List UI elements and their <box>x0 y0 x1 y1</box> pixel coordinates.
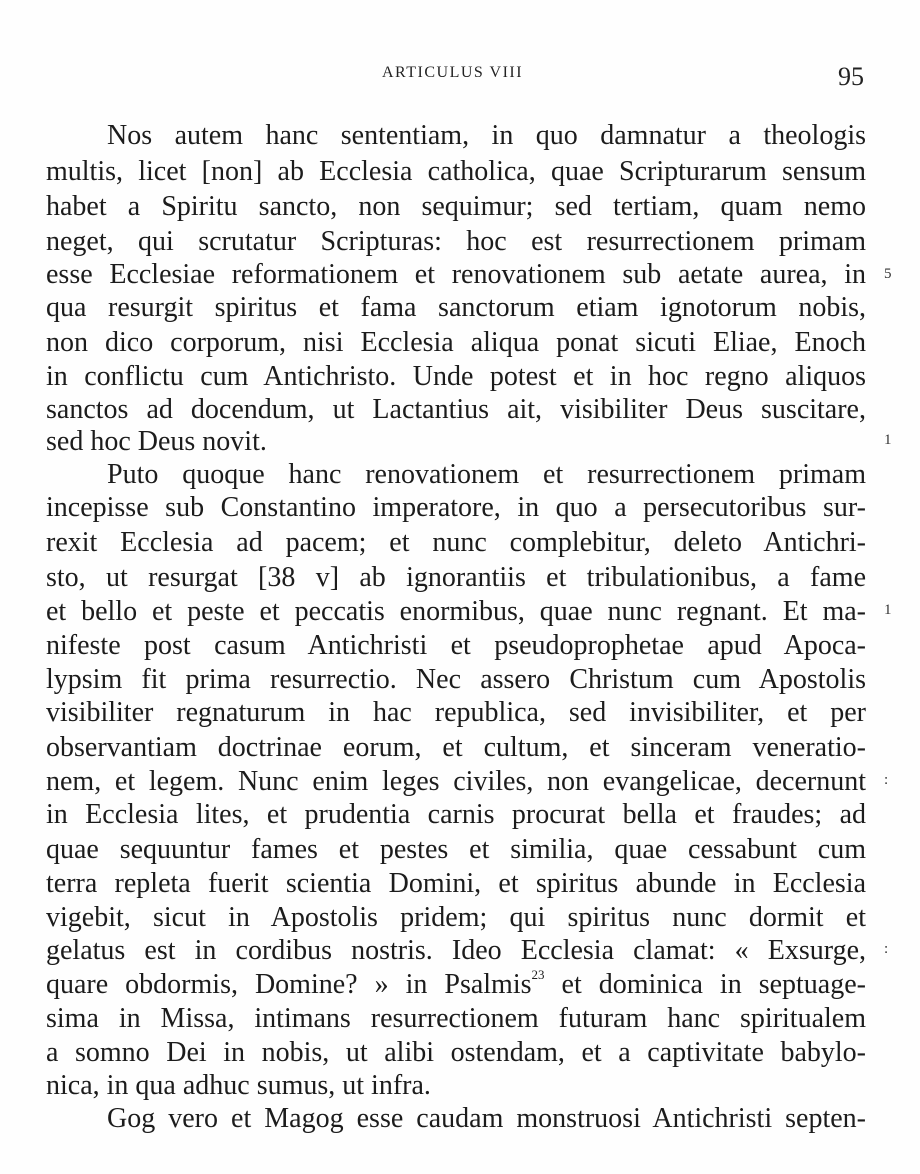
text-segment: quare obdormis, Domine? » in Psalmis <box>46 969 532 1000</box>
text-line: sima in Missa, intimans resurrectionem futuram hanc spiritualem <box>46 1003 866 1034</box>
text-line: sto, ut resurgat [38 v] ab ignorantiis et tribulationibus, a fame <box>46 562 866 593</box>
text-line: terra repleta fuerit scientia Domini, et spiritus abunde in Ecclesia <box>46 868 866 899</box>
text-line: nem, et legem. Nunc enim leges civiles, non evangelicae, decernunt <box>46 766 866 797</box>
text-line: habet a Spiritu sancto, non sequimur; sed tertiam, quam nemo <box>46 191 866 222</box>
text-segment: et dominica in septuage- <box>544 969 866 1000</box>
text-line: non dico corporum, nisi Ecclesia aliqua ponat sicuti Eliae, Enoch <box>46 327 866 358</box>
text-line: quae sequuntur fames et pestes et similia, quae cessabunt cum <box>46 834 866 865</box>
text-line: nifeste post casum Antichristi et pseudoprophetae apud Apoca- <box>46 630 866 661</box>
text-line-with-footnote <box>46 968 866 1002</box>
text-line: vigebit, sicut in Apostolis pridem; qui spiritus nunc dormit et <box>46 902 866 933</box>
margin-line-number: 1 <box>884 602 892 618</box>
text-line: rexit Ecclesia ad pacem; et nunc complebitur, deleto Antichri- <box>46 527 866 558</box>
text-line: sanctos ad docendum, ut Lactantius ait, visibiliter Deus suscitare, <box>46 394 866 425</box>
text-line: Gog vero et Magog esse caudam monstruosi Antichristi septen- <box>107 1103 866 1134</box>
text-line: sed hoc Deus novit. <box>46 426 267 457</box>
text-line: multis, licet [non] ab Ecclesia catholica, quae Scripturarum sensum <box>46 156 866 187</box>
text-line: lypsim fit prima resurrectio. Nec assero Christum cum Apostolis <box>46 664 866 695</box>
text-line: qua resurgit spiritus et fama sanctorum etiam ignotorum nobis, <box>46 292 866 323</box>
text-line: neget, qui scrutatur Scripturas: hoc est resurrectionem primam <box>46 226 866 257</box>
text-line: nica, in qua adhuc sumus, ut infra. <box>46 1070 431 1101</box>
margin-line-number: : <box>884 772 889 788</box>
page-number: 95 <box>838 62 864 91</box>
text-line: a somno Dei in nobis, ut alibi ostendam, et a captivitate babylo- <box>46 1037 866 1068</box>
running-head: ARTICULUS VIII <box>382 64 524 81</box>
text-line: Nos autem hanc sententiam, in quo damnatur a theologis <box>107 120 866 151</box>
text-line: visibiliter regnaturum in hac republica, sed invisibiliter, et per <box>46 697 866 728</box>
footnote-reference[interactable]: 23 <box>531 967 545 982</box>
text-line: gelatus est in cordibus nostris. Ideo Ecclesia clamat: « Exsurge, <box>46 935 866 966</box>
text-line: esse Ecclesiae reformationem et renovationem sub aetate aurea, in <box>46 259 866 290</box>
text-line: incepisse sub Constantino imperatore, in quo a persecutoribus sur- <box>46 492 866 523</box>
text-line: in conflictu cum Antichristo. Unde potest et in hoc regno aliquos <box>46 361 866 392</box>
margin-line-number: 1 <box>884 432 892 448</box>
text-line: et bello et peste et peccatis enormibus, quae nunc regnant. Et ma- <box>46 596 866 627</box>
margin-line-number: : <box>884 941 889 957</box>
margin-line-number: 5 <box>884 266 892 282</box>
text-line: observantiam doctrinae eorum, et cultum, et sinceram veneratio- <box>46 732 866 763</box>
text-line: in Ecclesia lites, et prudentia carnis procurat bella et fraudes; ad <box>46 799 866 830</box>
text-line: Puto quoque hanc renovationem et resurrectionem primam <box>107 459 866 490</box>
